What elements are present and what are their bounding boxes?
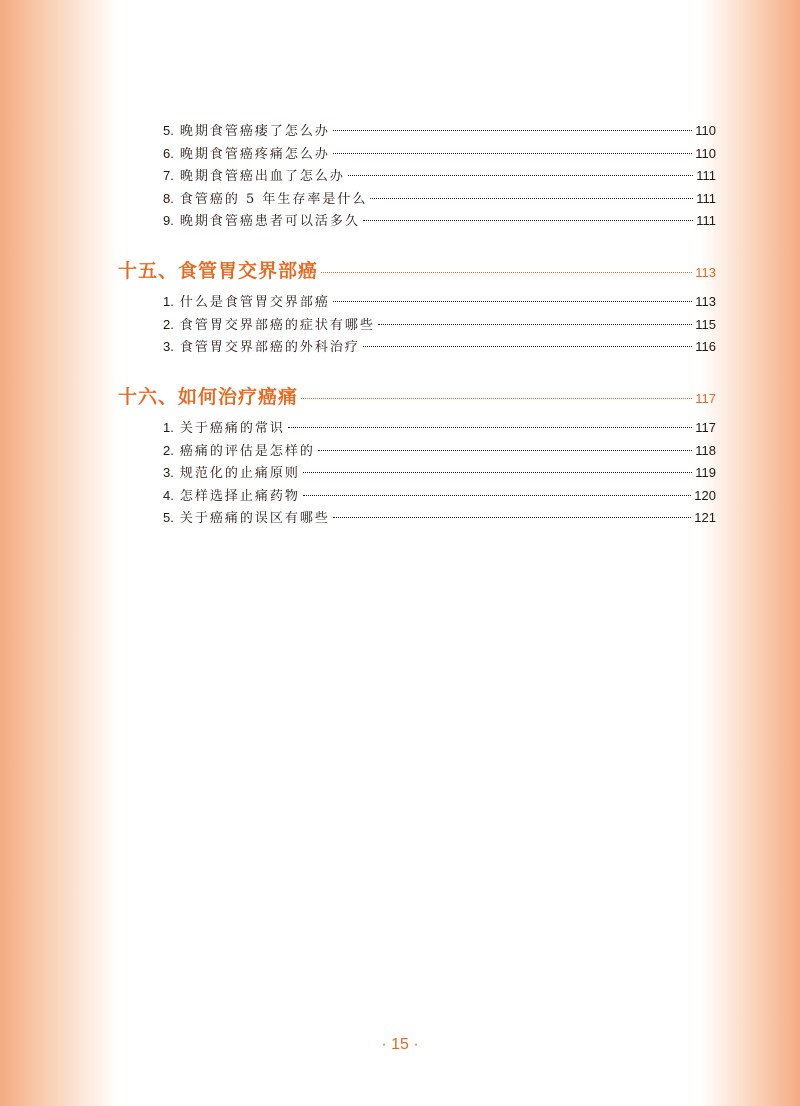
dot-leader bbox=[363, 220, 693, 221]
entry-title: 食管胃交界部癌的症状有哪些 bbox=[179, 318, 375, 333]
entry-title: 食管癌的 5 年生存率是什么 bbox=[179, 192, 368, 207]
entry-title: 规范化的止痛原则 bbox=[179, 466, 300, 481]
entry-title: 癌痛的评估是怎样的 bbox=[179, 444, 315, 459]
toc-entry[interactable] bbox=[163, 143, 716, 165]
toc-entry[interactable] bbox=[163, 188, 716, 210]
entry-number: 7. bbox=[163, 168, 174, 183]
entry-title: 怎样选择止痛药物 bbox=[179, 489, 300, 504]
entry-number: 5. bbox=[163, 123, 174, 138]
entry-page: 118 bbox=[695, 443, 716, 458]
entry-number: 8. bbox=[163, 191, 174, 206]
chapter-page: 117 bbox=[695, 391, 716, 406]
entry-page: 117 bbox=[695, 420, 716, 435]
entry-page: 110 bbox=[695, 146, 716, 161]
entry-number: 3. bbox=[163, 465, 174, 480]
entry-title: 晚期食管癌瘘了怎么办 bbox=[179, 124, 330, 139]
entry-title: 晚期食管癌出血了怎么办 bbox=[179, 169, 345, 184]
dot-leader bbox=[363, 346, 692, 347]
entry-number: 2. bbox=[163, 443, 174, 458]
entry-page: 121 bbox=[694, 510, 716, 525]
entry-number: 3. bbox=[163, 339, 174, 354]
entry-title: 什么是食管胃交界部癌 bbox=[179, 295, 330, 310]
chapter-title: 十五、食管胃交界部癌 bbox=[118, 260, 319, 282]
entry-number: 1. bbox=[163, 294, 174, 309]
entry-title: 关于癌痛的常识 bbox=[179, 421, 285, 436]
entry-title: 晚期食管癌患者可以活多久 bbox=[179, 214, 360, 229]
dot-leader bbox=[301, 398, 692, 399]
dot-leader bbox=[333, 517, 691, 518]
dot-leader bbox=[303, 495, 691, 496]
toc-entry[interactable] bbox=[163, 417, 716, 439]
dot-leader bbox=[333, 153, 692, 154]
dot-leader bbox=[321, 272, 692, 273]
entry-page: 111 bbox=[696, 191, 716, 206]
dot-leader bbox=[333, 301, 692, 302]
toc-entry[interactable] bbox=[163, 507, 716, 529]
chapter-page: 113 bbox=[695, 265, 716, 280]
toc-entry[interactable] bbox=[163, 120, 716, 142]
chapter-title: 十六、如何治疗癌痛 bbox=[118, 386, 299, 408]
entry-page: 110 bbox=[695, 123, 716, 138]
toc-entry[interactable] bbox=[163, 485, 716, 507]
entry-title: 晚期食管癌疼痛怎么办 bbox=[179, 147, 330, 162]
toc-entry[interactable] bbox=[163, 210, 716, 232]
left-decorative-band bbox=[0, 0, 118, 1106]
entry-number: 1. bbox=[163, 420, 174, 435]
entry-page: 111 bbox=[696, 168, 716, 183]
dot-leader bbox=[318, 450, 692, 451]
dot-leader bbox=[333, 130, 692, 131]
entry-number: 6. bbox=[163, 146, 174, 161]
toc-entry[interactable] bbox=[163, 336, 716, 358]
entry-title: 关于癌痛的误区有哪些 bbox=[179, 511, 330, 526]
toc-entry[interactable] bbox=[163, 291, 716, 313]
toc-entry[interactable] bbox=[163, 440, 716, 462]
entry-page: 119 bbox=[695, 465, 716, 480]
page-number: · 15 · bbox=[381, 1036, 419, 1053]
dot-leader bbox=[303, 472, 692, 473]
entry-title: 食管胃交界部癌的外科治疗 bbox=[179, 340, 360, 355]
entry-number: 4. bbox=[163, 488, 174, 503]
entry-page: 113 bbox=[695, 294, 716, 309]
entry-number: 9. bbox=[163, 213, 174, 228]
toc-entry[interactable] bbox=[163, 165, 716, 187]
table-of-contents bbox=[118, 0, 716, 1106]
entry-number: 5. bbox=[163, 510, 174, 525]
chapter-heading[interactable] bbox=[118, 382, 716, 412]
toc-entry[interactable] bbox=[163, 314, 716, 336]
dot-leader bbox=[348, 175, 693, 176]
dot-leader bbox=[378, 324, 692, 325]
entry-page: 111 bbox=[696, 213, 716, 228]
dot-leader bbox=[288, 427, 692, 428]
toc-entry[interactable] bbox=[163, 462, 716, 484]
entry-page: 120 bbox=[694, 488, 716, 503]
entry-page: 116 bbox=[695, 339, 716, 354]
entry-number: 2. bbox=[163, 317, 174, 332]
chapter-heading[interactable] bbox=[118, 256, 716, 286]
dot-leader bbox=[370, 198, 693, 199]
entry-page: 115 bbox=[695, 317, 716, 332]
